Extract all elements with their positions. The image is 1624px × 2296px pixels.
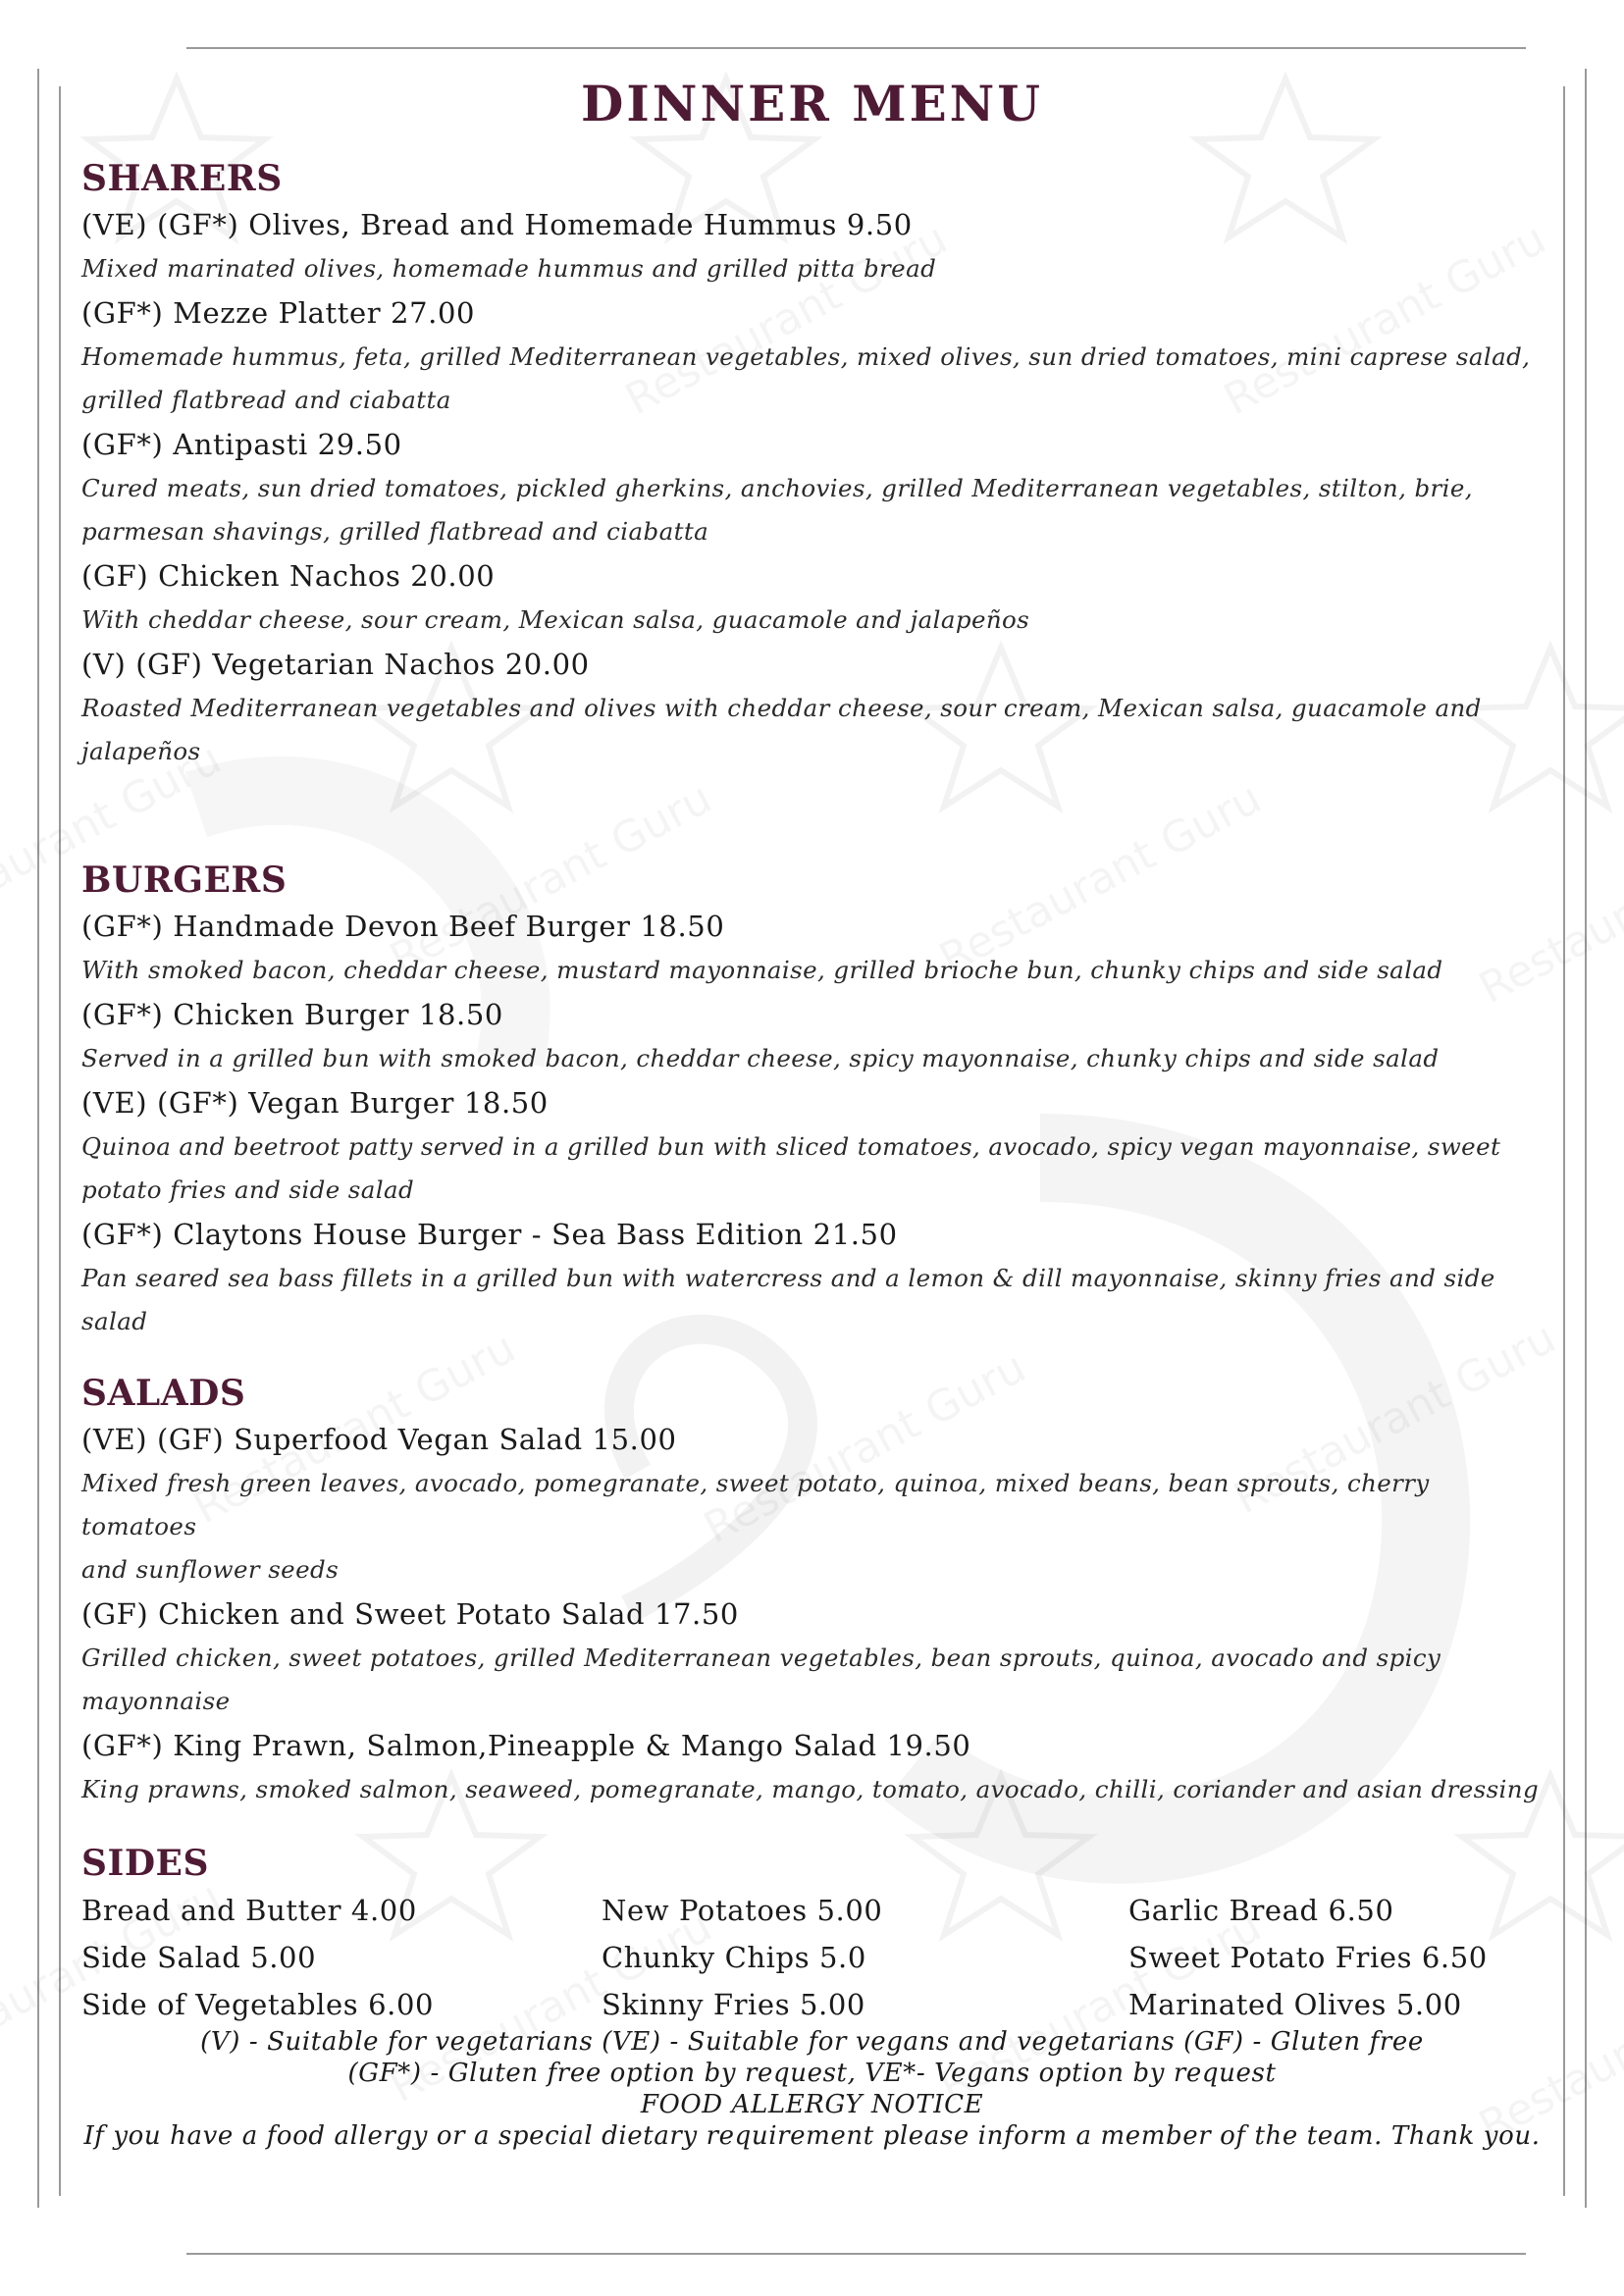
- item-name: (VE) (GF*) Olives, Bread and Homemade Hummus 9.50: [81, 208, 913, 241]
- side-item: Side Salad 5.00: [81, 1941, 317, 1974]
- item-description: parmesan shavings, grilled flatbread and ciabatta: [81, 517, 709, 546]
- side-item: Chunky Chips 5.0: [602, 1941, 866, 1974]
- item-name: (V) (GF) Vegetarian Nachos 20.00: [81, 648, 590, 681]
- item-description: and sunflower seeds: [81, 1555, 340, 1584]
- item-name: (GF*) Antipasti 29.50: [81, 428, 402, 461]
- item-description: Mixed marinated olives, homemade hummus and grilled pitta bread: [81, 254, 937, 283]
- item-name: (GF*) King Prawn, Salmon,Pineapple & Mango Salad 19.50: [81, 1729, 971, 1762]
- sides-column: [602, 1887, 882, 2028]
- allergy-notice-heading: FOOD ALLERGY NOTICE: [640, 2090, 984, 2119]
- menu-item: [81, 992, 1544, 1080]
- sides-column: [81, 1887, 434, 2028]
- section-salads: [81, 1370, 1544, 1811]
- side-item: Side of Vegetables 6.00: [81, 1988, 435, 2021]
- section-heading: SIDES: [81, 1843, 209, 1884]
- item-description: Cured meats, sun dried tomatoes, pickled gherkins, anchovies, grilled Mediterranean vegetables, stilton, brie,: [81, 474, 1473, 502]
- allergy-notice-text: If you have a food allergy or a special dietary requirement please inform a member of the team. Thank you.: [83, 2121, 1541, 2151]
- item-description: jalapeños: [81, 737, 201, 765]
- item-description: mayonnaise: [81, 1687, 231, 1715]
- item-name: (GF*) Mezze Platter 27.00: [81, 296, 476, 330]
- item-description: King prawns, smoked salmon, seaweed, pomegranate, mango, tomato, avocado, chilli, coriander and asian dressing: [81, 1775, 1540, 1803]
- item-description: potato fries and side salad: [81, 1175, 415, 1204]
- side-item: New Potatoes 5.00: [602, 1894, 883, 1927]
- item-description: With smoked bacon, cheddar cheese, mustard mayonnaise, grilled brioche bun, chunky chips and side salad: [81, 956, 1443, 984]
- side-item: Garlic Bread 6.50: [1128, 1894, 1394, 1927]
- section-sharers: [81, 155, 1544, 773]
- item-name: (GF) Chicken Nachos 20.00: [81, 559, 496, 593]
- menu-item: [81, 904, 1544, 992]
- item-description: With cheddar cheese, sour cream, Mexican salsa, guacamole and jalapeños: [81, 605, 1030, 634]
- menu-item: [81, 202, 1544, 290]
- item-description: salad: [81, 1307, 148, 1335]
- section-heading: BURGERS: [81, 860, 288, 901]
- item-name: (GF*) Chicken Burger 18.50: [81, 998, 503, 1031]
- menu-item: [81, 1723, 1544, 1811]
- item-name: (VE) (GF) Superfood Vegan Salad 15.00: [81, 1423, 677, 1456]
- side-item: Skinny Fries 5.00: [602, 1988, 865, 2021]
- item-name: (GF*) Claytons House Burger - Sea Bass Edition 21.50: [81, 1218, 898, 1251]
- menu-item: [81, 1592, 1544, 1723]
- item-name: (GF*) Handmade Devon Beef Burger 18.50: [81, 910, 725, 943]
- item-description: Served in a grilled bun with smoked bacon, cheddar cheese, spicy mayonnaise, chunky chips and side salad: [81, 1044, 1440, 1072]
- menu-item: [81, 642, 1544, 773]
- section-heading: SALADS: [81, 1373, 246, 1414]
- section-burgers: [81, 857, 1544, 1343]
- legend-line: (V) - Suitable for vegetarians (VE) - Suitable for vegans and vegetarians (GF) - Gluten free: [200, 2027, 1424, 2057]
- section-sides: [81, 1840, 1544, 2028]
- menu-item: [81, 422, 1544, 553]
- item-description: Homemade hummus, feta, grilled Mediterranean vegetables, mixed olives, sun dried tomatoes, mini caprese salad,: [81, 342, 1531, 371]
- sides-column: [1128, 1887, 1488, 2028]
- item-name: (GF) Chicken and Sweet Potato Salad 17.50: [81, 1597, 739, 1631]
- item-description: grilled flatbread and ciabatta: [81, 386, 451, 414]
- item-description: Grilled chicken, sweet potatoes, grilled Mediterranean vegetables, bean sprouts, quinoa, avocado and spicy: [81, 1644, 1441, 1672]
- side-item: Bread and Butter 4.00: [81, 1894, 417, 1927]
- legend-line: (GF*) - Gluten free option by request, VE*- Vegans option by request: [347, 2059, 1277, 2088]
- page-title: DINNER MENU: [581, 75, 1043, 132]
- item-description: Mixed fresh green leaves, avocado, pomegranate, sweet potato, quinoa, mixed beans, bean sprouts, cherry tomatoes: [81, 1469, 1430, 1540]
- sides-grid: [81, 1887, 1544, 2028]
- side-item: Sweet Potato Fries 6.50: [1128, 1941, 1488, 1974]
- menu-item: [81, 1212, 1544, 1343]
- item-name: (VE) (GF*) Vegan Burger 18.50: [81, 1086, 549, 1120]
- menu-item: [81, 553, 1544, 642]
- item-description: Pan seared sea bass fillets in a grilled bun with watercress and a lemon & dill mayonnaise, skinny fries and side: [81, 1264, 1495, 1292]
- menu-item: [81, 1080, 1544, 1212]
- item-description: Roasted Mediterranean vegetables and olives with cheddar cheese, sour cream, Mexican salsa, guacamole and: [81, 694, 1482, 722]
- side-item: Marinated Olives 5.00: [1128, 1988, 1462, 2021]
- dietary-legend: [0, 2026, 1624, 2152]
- menu-item: [81, 290, 1544, 422]
- section-heading: SHARERS: [81, 158, 283, 199]
- item-description: Quinoa and beetroot patty served in a grilled bun with sliced tomatoes, avocado, spicy vegan mayonnaise, sweet: [81, 1132, 1501, 1161]
- menu-item: [81, 1417, 1544, 1592]
